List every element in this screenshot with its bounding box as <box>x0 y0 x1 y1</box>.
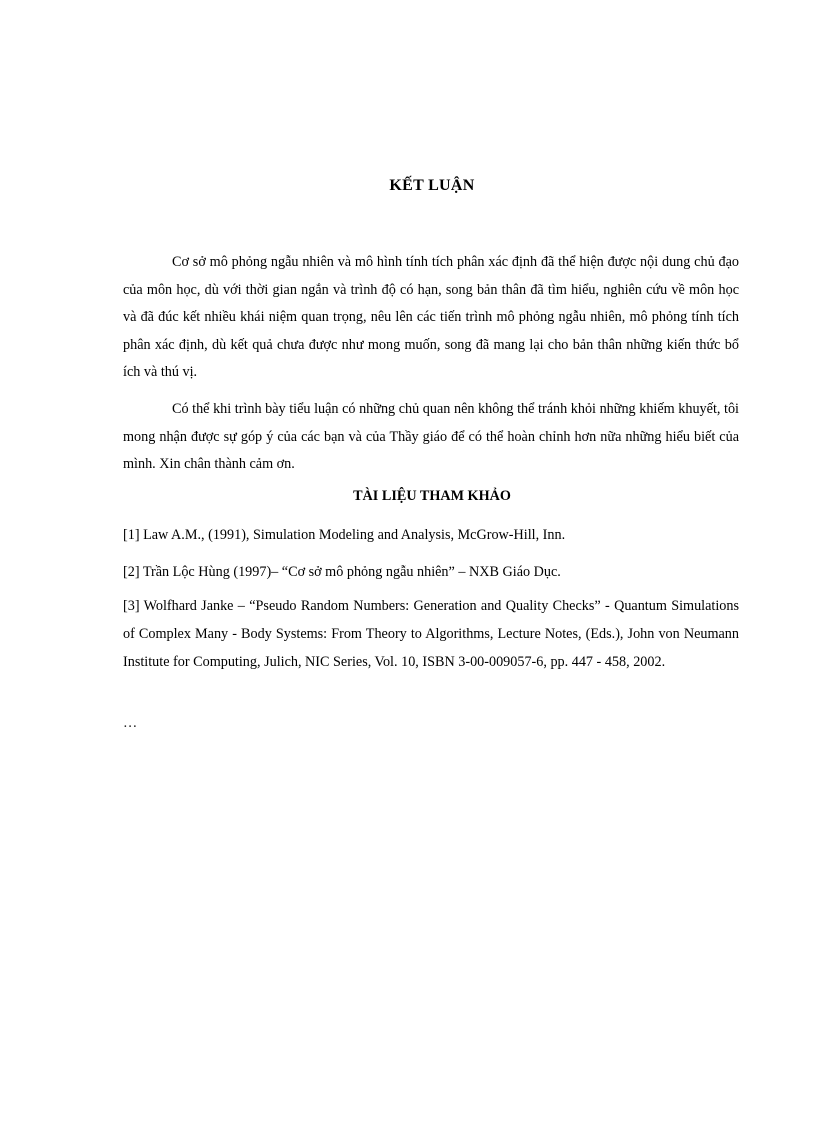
conclusion-paragraph-1: Cơ sở mô phỏng ngẫu nhiên và mô hình tính tích phân xác định đã thể hiện được nội dung chủ đạo của môn học, dù với thời gian ngắn và trình độ có hạn, song bản thân đã tìm hiểu, nghiên cứu về môn học và đã đúc kết nhiều khái niệm quan trọng, nêu lên các tiến trình mô phỏng ngẫu nhiên, mô phỏng tính tích phân xác định, dù kết quả chưa được như mong muốn, song đã mang lại cho bản thân những kiến thức bổ ích và thú vị. <box>123 254 739 381</box>
reference-item-2: [2] Trần Lộc Hùng (1997)– “Cơ sở mô phỏng ngẫu nhiên” – NXB Giáo Dục. <box>123 564 561 580</box>
page-title: KẾT LUẬN <box>389 177 475 194</box>
trailing-ellipsis: … <box>123 715 138 731</box>
reference-item-3: [3] Wolfhard Janke – “Pseudo Random Numbers: Generation and Quality Checks” - Quantum Simulations of Complex Many - Body Systems: From Theory to Algorithms, Lecture Notes, (Eds.), John von Neumann Institute for Computing, Julich, NIC Series, Vol. 10, ISBN 3-00-009057-6, pp. 447 - 458, 2002. <box>123 598 739 671</box>
reference-item-1: [1] Law A.M., (1991), Simulation Modeling and Analysis, McGrow-Hill, Inn. <box>123 527 566 543</box>
conclusion-paragraph-2: Có thể khi trình bày tiểu luận có những chủ quan nên không thể tránh khỏi những khiếm khuyết, tôi mong nhận được sự góp ý của các bạn và của Thầy giáo để có thể hoàn chỉnh hơn nữa những hiểu biết của mình. Xin chân thành cảm ơn. <box>123 401 739 473</box>
references-heading: TÀI LIỆU THAM KHẢO <box>353 488 511 504</box>
